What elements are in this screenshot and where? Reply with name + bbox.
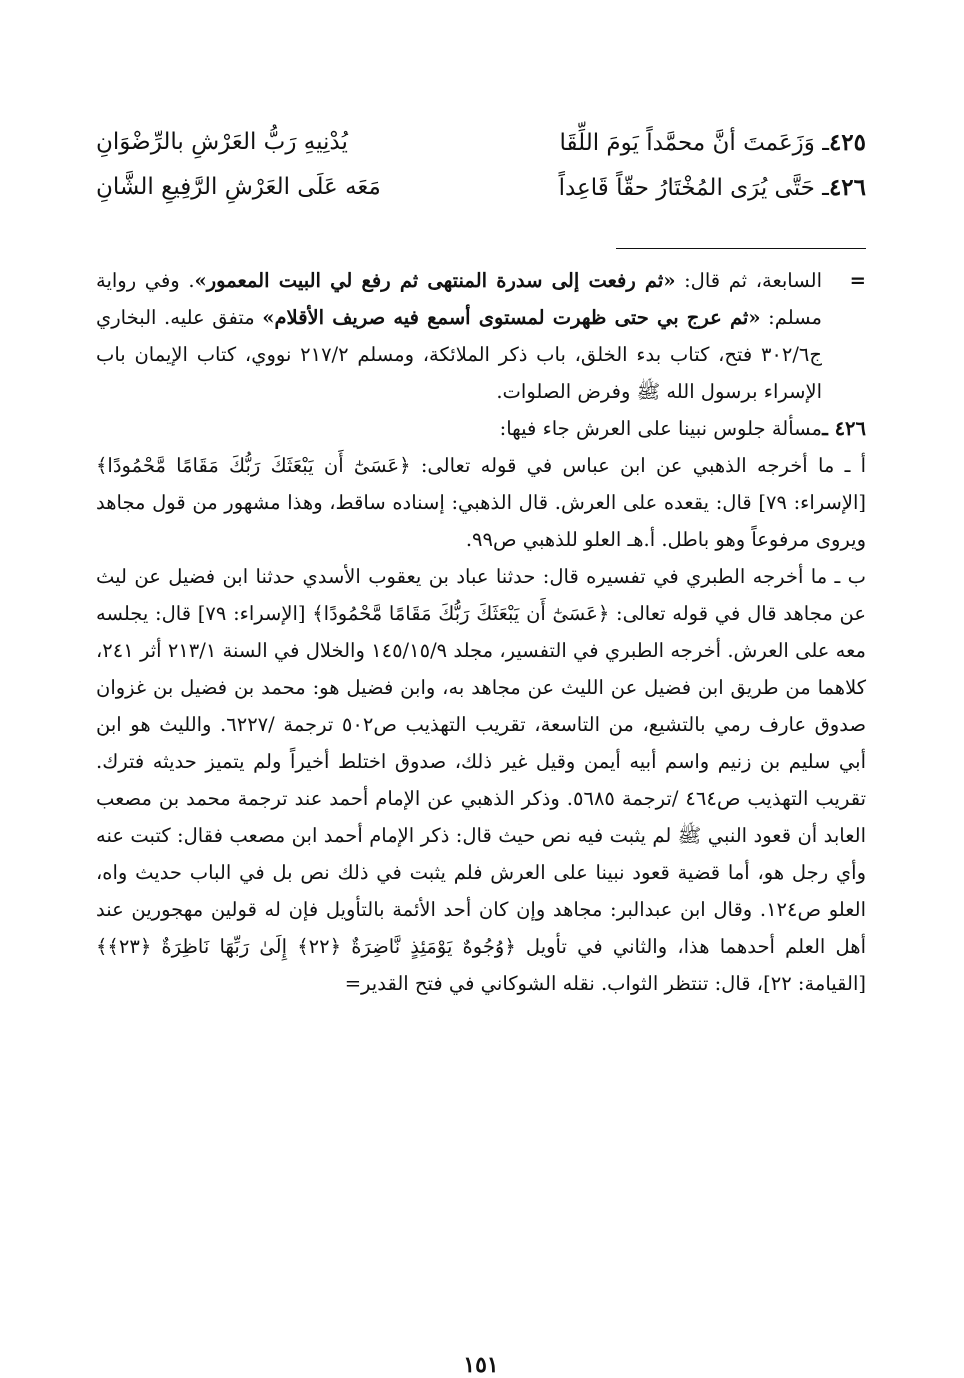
verse-426 bbox=[96, 165, 866, 210]
hadith-quote: «ثم رفعت إلى سدرة المنتهى ثم رفع لي البيت المعمور» bbox=[194, 269, 676, 292]
hadith-quote: «ثم عرج بي حتى ظهرت لمستوى أسمع فيه صريف الأقلام» bbox=[262, 306, 761, 329]
poem-verses bbox=[96, 120, 866, 210]
continuation-marker: = bbox=[849, 269, 866, 292]
paragraph-text: أ ـ ما أخرجه الذهبي عن ابن عباس في قوله تعالى: ﴿عَسَىٰٓ أَن يَبْعَثَكَ رَبُّكَ مَقَامًا مَّحْمُودًا﴾ [الإسراء: ٧٩] قال: يقعده على العرش. قال الذهبي: إسناده ساقط، وهذا مشهور من قول مجاهد ويروى مرفوعاً وهو باطل. أ.هـ العلو للذهبي ص٩٩. bbox=[96, 454, 866, 551]
footnote-intro: مسألة جلوس نبينا على العرش جاء فيها: bbox=[499, 417, 822, 440]
footnote-426 bbox=[96, 410, 866, 447]
footnote-separator-line bbox=[616, 248, 866, 249]
footnote-text: . وفي رواية مسلم: bbox=[96, 269, 822, 329]
footnote-text: متفق عليه. البخاري ج٣٠٢/٦ فتح، كتاب بدء الخلق، باب ذكر الملائكة، ومسلم ٢١٧/٢ نووي، كتاب الإيمان باب الإسراء برسول الله ﷺ وفرض الصلوات. bbox=[96, 306, 822, 403]
verse-425-second-hemistich: يُدْنِيهِ رَبُّ العَرْشِ بالرِّضْوَانِ bbox=[96, 129, 348, 155]
footnote-426-para-a bbox=[96, 447, 866, 558]
footnote-text: السابعة، ثم قال: bbox=[675, 269, 822, 292]
footnotes bbox=[96, 262, 866, 1002]
paragraph-text: ب ـ ما أخرجه الطبري في تفسيره قال: حدثنا عباد بن يعقوب الأسدي حدثنا ابن فضيل عن ليث عن مجاهد قال في قوله تعالى: ﴿عَسَىٰٓ أَن يَبْعَثَكَ رَبُّكَ مَقَامًا مَّحْمُودًا﴾ [الإسراء: ٧٩] قال: يجلسه معه على العرش. أخرجه الطبري في التفسير، مجلد ١٤٥/١٥/٩ والخلال في السنة ٢١٣/١ أثر ٢٤١، كلاهما من طريق ابن فضيل عن الليث عن مجاهد به، وابن فضيل هو: محمد بن فضيل بن غزوان صدوق عارف رمي بالتشيع، من التاسعة، تقريب التهذيب ص٥٠٢ ترجمة /٦٢٢٧. والليث هو ابن أبي سليم بن زنيم واسم أبيه أيمن وقيل غير ذلك، صدوق اختلط أخيراً ولم يتميز حديثه فترك. تقريب التهذيب ص٤٦٤ /ترجمة ٥٦٨٥. وذكر الذهبي عن الإمام أحمد عند ترجمة محمد بن مصعب العابد أن قعود النبي ﷺ لم يثبت فيه نص حيث قال: ذكر الإمام أحمد ابن مصعب فقال: كتبت عنه وأي رجل هو، أما قضية قعود نبينا على العرش فلم يثبت في ذلك نص بل في الباب حديث واه، العلو ص١٢٤. وقال ابن عبدالبر: مجاهد وإن كان أحد الأئمة بالتأويل فإن له قولين مهجورين عند أهل العلم أحدهما هذا، والثاني في تأويل ﴿وُجُوهٌ يَوْمَئِذٍ نَّاضِرَةٌ ﴿٢٢﴾ إِلَىٰ رَبِّهَا نَاظِرَةٌ ﴿٢٣﴾﴾ [القيامة: ٢٢]، قال: تنتظر الثواب. نقله الشوكاني في فتح القدير= bbox=[96, 565, 867, 995]
verse-426-first-hemistich bbox=[559, 165, 866, 211]
verse-number: ٤٢٦ bbox=[828, 174, 866, 201]
footnote-426-para-b bbox=[96, 558, 866, 1002]
verse-number: ٤٢٥ bbox=[828, 129, 866, 156]
verse-426-second-hemistich: مَعَه عَلَى العَرْشِ الرَّفِيعِ الشَّانِ bbox=[96, 174, 381, 200]
verse-425 bbox=[96, 120, 866, 165]
verse-425-first-hemistich bbox=[559, 120, 866, 166]
hemistich-text: ـ حَتَّى يُرَى المُخْتَارُ حقّاً قَاعِداً bbox=[558, 175, 829, 201]
footnote-number: ٤٢٦ ـ bbox=[822, 417, 866, 440]
book-page bbox=[96, 120, 867, 1378]
footnote-continued bbox=[96, 262, 866, 410]
page-number: ١٥١ bbox=[463, 1352, 499, 1378]
hemistich-text: ـ وَزَعَمتَ أنَّ محمَّداً يَومَ اللِّقَا bbox=[559, 130, 829, 156]
